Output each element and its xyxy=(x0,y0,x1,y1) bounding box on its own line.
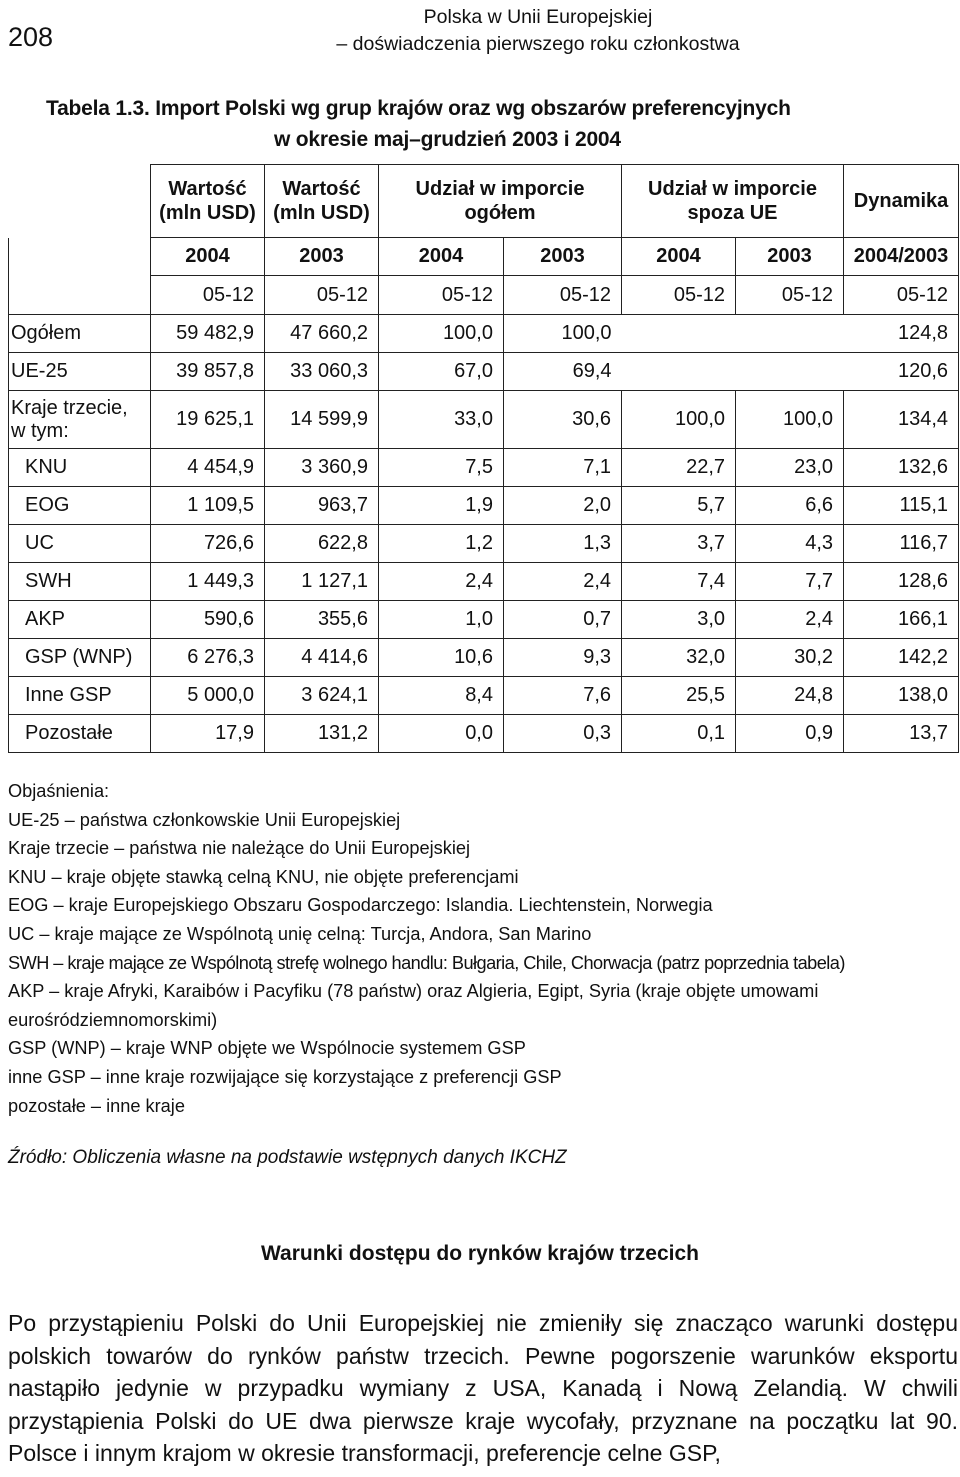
table-row xyxy=(9,563,959,601)
header-empty-cell xyxy=(9,238,151,276)
table-cell: 1 109,5 xyxy=(151,487,265,525)
table-cell: 69,4 xyxy=(504,353,622,391)
note-line: SWH – kraje mające ze Wspólnotą strefę wolnego handlu: Bułgaria, Chile, Chorwacja (patrz poprzednia tabela) xyxy=(8,952,845,973)
note-line: pozostałe – inne kraje xyxy=(8,1095,185,1116)
table-cell xyxy=(736,353,844,391)
table-cell xyxy=(736,315,844,353)
table-cell: 4,3 xyxy=(736,525,844,563)
table-cell: 4 414,6 xyxy=(265,639,379,677)
table-cell: 0,7 xyxy=(504,601,622,639)
table-cell: 116,7 xyxy=(844,525,959,563)
table-cell: 17,9 xyxy=(151,715,265,753)
row-label: Pozostałe xyxy=(9,715,151,753)
header-empty-cell xyxy=(9,165,151,238)
table-row xyxy=(9,449,959,487)
table-cell: 0,9 xyxy=(736,715,844,753)
table-row xyxy=(9,677,959,715)
table-cell: 4 454,9 xyxy=(151,449,265,487)
table-cell: 1,0 xyxy=(379,601,504,639)
note-line: Kraje trzecie – państwa nie należące do Unii Europejskiej xyxy=(8,838,471,859)
header-share-non-eu: Udział w imporcie spoza UE xyxy=(622,165,844,238)
year-cell: 2004 xyxy=(379,238,504,276)
table-row xyxy=(9,391,959,449)
table-cell: 138,0 xyxy=(844,677,959,715)
table-cell: 8,4 xyxy=(379,677,504,715)
table-cell: 33 060,3 xyxy=(265,353,379,391)
table-title-line1: Tabela 1.3. Import Polski wg grup krajów oraz wg obszarów preferencyjnych xyxy=(46,97,791,120)
table-cell xyxy=(622,315,736,353)
table-cell: 22,7 xyxy=(622,449,736,487)
table-cell: 1 449,3 xyxy=(151,563,265,601)
table-cell: 39 857,8 xyxy=(151,353,265,391)
row-label: Inne GSP xyxy=(9,677,151,715)
row-label: GSP (WNP) xyxy=(9,639,151,677)
table-cell: 32,0 xyxy=(622,639,736,677)
table-cell: 47 660,2 xyxy=(265,315,379,353)
row-label: KNU xyxy=(9,449,151,487)
row-label: AKP xyxy=(9,601,151,639)
import-table xyxy=(8,164,959,753)
table-cell: 100,0 xyxy=(622,391,736,449)
table-cell: 33,0 xyxy=(379,391,504,449)
table-cell: 5,7 xyxy=(622,487,736,525)
table-cell: 166,1 xyxy=(844,601,959,639)
table-cell: 622,8 xyxy=(265,525,379,563)
note-line: inne GSP – inne kraje rozwijające się korzystające z preferencji GSP xyxy=(8,1066,562,1087)
table-cell: 7,4 xyxy=(622,563,736,601)
table-cell: 1,3 xyxy=(504,525,622,563)
table-cell: 30,2 xyxy=(736,639,844,677)
running-title xyxy=(308,4,768,58)
table-cell: 2,0 xyxy=(504,487,622,525)
period-cell: 05-12 xyxy=(504,276,622,315)
note-line: AKP – kraje Afryki, Karaibów i Pacyfiku (78 państw) oraz Algieria, Egipt, Syria (kraje objęte umowami eurośródziemnomorskimi) xyxy=(8,981,819,1030)
table-cell: 2,4 xyxy=(504,563,622,601)
header-share-total: Udział w imporcie ogółem xyxy=(379,165,622,238)
row-label: UC xyxy=(9,525,151,563)
row-label: UE-25 xyxy=(9,353,151,391)
table-cell: 2,4 xyxy=(379,563,504,601)
table-cell: 7,5 xyxy=(379,449,504,487)
table-cell: 7,1 xyxy=(504,449,622,487)
period-cell: 05-12 xyxy=(265,276,379,315)
table-cell: 13,7 xyxy=(844,715,959,753)
table-cell: 134,4 xyxy=(844,391,959,449)
table-cell: 9,3 xyxy=(504,639,622,677)
header-row-titles xyxy=(9,165,959,238)
table-cell: 67,0 xyxy=(379,353,504,391)
header-dynamics: Dynamika xyxy=(844,165,959,238)
row-label: Kraje trzecie, w tym: xyxy=(9,391,151,449)
table-cell: 23,0 xyxy=(736,449,844,487)
note-line: UE-25 – państwa członkowskie Unii Europejskiej xyxy=(8,809,401,830)
table-cell: 19 625,1 xyxy=(151,391,265,449)
table-row xyxy=(9,601,959,639)
table-cell: 124,8 xyxy=(844,315,959,353)
table-cell: 355,6 xyxy=(265,601,379,639)
table-cell: 6,6 xyxy=(736,487,844,525)
table-cell: 3,7 xyxy=(622,525,736,563)
source-note: Źródło: Obliczenia własne na podstawie wstępnych danych IKCHZ xyxy=(8,1147,567,1168)
table-row xyxy=(9,315,959,353)
table-cell: 100,0 xyxy=(504,315,622,353)
note-line: UC – kraje mające ze Wspólnotą unię celną: Turcja, Andora, San Marino xyxy=(8,923,592,944)
year-cell: 2004 xyxy=(622,238,736,276)
table-cell: 0,1 xyxy=(622,715,736,753)
table-cell: 100,0 xyxy=(736,391,844,449)
table-cell: 128,6 xyxy=(844,563,959,601)
period-cell: 05-12 xyxy=(844,276,959,315)
header-empty-cell xyxy=(9,276,151,315)
year-cell: 2003 xyxy=(504,238,622,276)
note-line: KNU – kraje objęte stawką celną KNU, nie objęte preferencjami xyxy=(8,866,519,887)
year-cell: 2004 xyxy=(151,238,265,276)
note-line: GSP (WNP) – kraje WNP objęte we Wspólnocie systemem GSP xyxy=(8,1038,526,1059)
table-cell: 14 599,9 xyxy=(265,391,379,449)
table-cell: 131,2 xyxy=(265,715,379,753)
year-cell: 2003 xyxy=(736,238,844,276)
table-cell: 25,5 xyxy=(622,677,736,715)
table-cell: 10,6 xyxy=(379,639,504,677)
body-paragraph: Po przystąpieniu Polski do Unii Europejskiej nie zmieniły się znacząco warunki dostępu polskich towarów do rynków państw trzecich. Pewne pogorszenie warunków eksportu nastąpiło jedynie w przypadku wymiany z USA, Kanadą i Nową Zelandią. W chwili przystąpienia Polski do UE dwa pierwsze kraje wycofały, przyznane na początku lat 90. Polsce i innym krajom w okresie transformacji, preferencje celne GSP, xyxy=(8,1310,958,1466)
table-row xyxy=(9,639,959,677)
running-title-line2: – doświadczenia pierwszego roku członkostwa xyxy=(336,33,740,55)
row-label: SWH xyxy=(9,563,151,601)
page-header xyxy=(8,0,958,70)
table-cell: 100,0 xyxy=(379,315,504,353)
table-cell: 3 624,1 xyxy=(265,677,379,715)
period-cell: 05-12 xyxy=(379,276,504,315)
table-cell: 59 482,9 xyxy=(151,315,265,353)
note-line: EOG – kraje Europejskiego Obszaru Gospodarczego: Islandia. Liechtenstein, Norwegia xyxy=(8,895,713,916)
page-number: 208 xyxy=(8,22,54,52)
table-cell: 1 127,1 xyxy=(265,563,379,601)
table-cell xyxy=(622,353,736,391)
table-cell: 7,6 xyxy=(504,677,622,715)
header-row-years xyxy=(9,238,959,276)
year-cell: 2003 xyxy=(265,238,379,276)
row-label: EOG xyxy=(9,487,151,525)
table-cell: 0,0 xyxy=(379,715,504,753)
table-row xyxy=(9,525,959,563)
table-cell: 1,9 xyxy=(379,487,504,525)
table-cell: 3,0 xyxy=(622,601,736,639)
period-cell: 05-12 xyxy=(151,276,265,315)
header-value-2004: Wartość (mln USD) xyxy=(151,165,265,238)
table-row xyxy=(9,353,959,391)
notes xyxy=(8,777,960,1120)
header-row-periods xyxy=(9,276,959,315)
header-value-2003: Wartość (mln USD) xyxy=(265,165,379,238)
table-cell: 142,2 xyxy=(844,639,959,677)
table-cell: 2,4 xyxy=(736,601,844,639)
table-cell: 5 000,0 xyxy=(151,677,265,715)
table-cell: 3 360,9 xyxy=(265,449,379,487)
table-title xyxy=(46,93,960,155)
table-cell: 7,7 xyxy=(736,563,844,601)
section-heading: Warunki dostępu do rynków krajów trzecich xyxy=(261,1242,699,1265)
row-label: Ogółem xyxy=(9,315,151,353)
table-row xyxy=(9,715,959,753)
table-cell: 963,7 xyxy=(265,487,379,525)
table-cell: 590,6 xyxy=(151,601,265,639)
table-row xyxy=(9,487,959,525)
table-cell: 115,1 xyxy=(844,487,959,525)
period-cell: 05-12 xyxy=(622,276,736,315)
year-cell: 2004/2003 xyxy=(844,238,959,276)
table-cell: 120,6 xyxy=(844,353,959,391)
table-cell: 132,6 xyxy=(844,449,959,487)
table-cell: 0,3 xyxy=(504,715,622,753)
running-title-line1: Polska w Unii Europejskiej xyxy=(423,6,653,28)
table-title-line2: w okresie maj–grudzień 2003 i 2004 xyxy=(274,128,621,151)
table-cell: 30,6 xyxy=(504,391,622,449)
table-cell: 1,2 xyxy=(379,525,504,563)
notes-heading: Objaśnienia: xyxy=(8,781,110,801)
table-cell: 24,8 xyxy=(736,677,844,715)
table-cell: 726,6 xyxy=(151,525,265,563)
period-cell: 05-12 xyxy=(736,276,844,315)
table-cell: 6 276,3 xyxy=(151,639,265,677)
